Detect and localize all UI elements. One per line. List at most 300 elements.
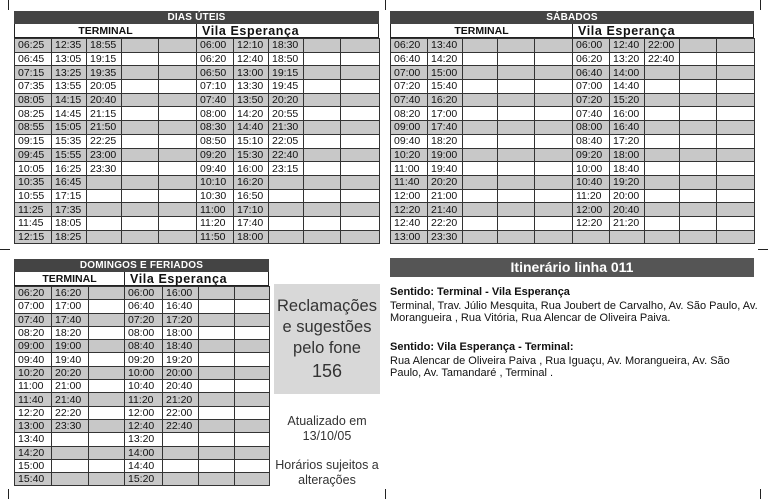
terminal-time-cell: 09:45 <box>15 148 52 162</box>
route-heading: Sentido: Vila Esperança - Terminal: <box>390 341 574 353</box>
vila-time-cell: 13:20 <box>610 52 645 66</box>
vila-time-cell <box>645 230 680 244</box>
terminal-time-cell: 20:40 <box>87 93 122 107</box>
vila-time-cell: 12:00 <box>573 203 610 217</box>
vila-time-cell <box>304 203 341 217</box>
terminal-time-cell: 07:35 <box>15 80 52 94</box>
vila-time-cell <box>717 203 755 217</box>
terminal-time-cell: 19:00 <box>428 148 463 162</box>
vila-time-cell: 18:40 <box>163 340 199 353</box>
vila-time-cell <box>717 52 755 66</box>
vila-time-cell <box>645 216 680 230</box>
terminal-time-cell: 12:35 <box>52 39 87 53</box>
vila-time-cell <box>269 230 304 244</box>
table-row <box>391 93 755 107</box>
terminal-time-cell <box>498 134 535 148</box>
terminal-time-cell: 08:20 <box>15 326 52 339</box>
vila-time-cell <box>680 52 717 66</box>
vila-time-cell <box>269 175 304 189</box>
vila-time-cell <box>680 39 717 53</box>
terminal-time-cell: 06:45 <box>15 52 52 66</box>
vila-time-cell: 08:00 <box>573 121 610 135</box>
vila-time-cell <box>680 66 717 80</box>
table-row <box>391 52 755 66</box>
terminal-time-cell <box>535 66 573 80</box>
vila-time-cell <box>680 134 717 148</box>
vila-time-cell <box>645 134 680 148</box>
vila-time-cell <box>235 313 270 326</box>
terminal-time-cell: 08:25 <box>15 107 52 121</box>
vila-time-cell: 08:00 <box>125 326 163 339</box>
vila-time-cell: 10:40 <box>125 380 163 393</box>
vila-time-cell: 16:40 <box>163 300 199 313</box>
terminal-time-cell <box>535 121 573 135</box>
vila-time-cell: 20:20 <box>269 93 304 107</box>
vila-time-cell: 08:00 <box>197 107 234 121</box>
vila-time-cell <box>341 39 380 53</box>
terminal-time-cell <box>122 52 159 66</box>
terminal-time-cell <box>122 107 159 121</box>
terminal-time-cell <box>498 52 535 66</box>
terminal-time-cell <box>122 203 159 217</box>
vila-time-cell: 17:10 <box>234 203 269 217</box>
vila-time-cell <box>717 175 755 189</box>
terminal-time-cell: 14:20 <box>15 446 52 459</box>
terminal-time-cell <box>463 134 498 148</box>
table-row <box>15 162 380 176</box>
vila-time-cell <box>199 446 235 459</box>
vila-time-cell <box>304 216 341 230</box>
table-row <box>15 419 270 432</box>
vila-time-cell: 20:40 <box>610 203 645 217</box>
terminal-time-cell: 15:40 <box>15 473 52 486</box>
terminal-time-cell <box>159 93 197 107</box>
table-row <box>15 148 380 162</box>
vila-time-cell <box>235 446 270 459</box>
vila-time-cell: 06:00 <box>125 287 163 300</box>
vila-time-cell <box>717 107 755 121</box>
terminal-time-cell <box>498 203 535 217</box>
terminal-time-cell <box>159 203 197 217</box>
terminal-time-cell: 10:55 <box>15 189 52 203</box>
vila-time-cell: 13:50 <box>234 93 269 107</box>
vila-time-cell: 12:40 <box>610 39 645 53</box>
terminal-time-cell <box>122 121 159 135</box>
vila-time-cell <box>163 446 199 459</box>
terminal-time-cell <box>159 162 197 176</box>
vila-time-cell: 17:40 <box>234 216 269 230</box>
terminal-time-cell: 18:20 <box>52 326 89 339</box>
terminal-time-cell: 13:00 <box>15 419 52 432</box>
vila-time-cell: 08:50 <box>197 134 234 148</box>
vila-time-cell: 14:00 <box>610 66 645 80</box>
terminal-time-cell <box>89 326 125 339</box>
vila-time-cell: 08:40 <box>573 134 610 148</box>
vila-time-cell: 15:20 <box>125 473 163 486</box>
vila-time-cell: 10:00 <box>573 162 610 176</box>
terminal-time-cell: 15:55 <box>52 148 87 162</box>
terminal-time-cell: 22:20 <box>52 406 89 419</box>
route-terminal-to-vila <box>390 286 760 325</box>
vila-time-cell <box>341 66 380 80</box>
terminal-time-cell: 19:15 <box>87 52 122 66</box>
terminal-time-cell: 13:00 <box>391 230 428 244</box>
vila-time-cell: 08:40 <box>125 340 163 353</box>
terminal-time-cell: 15:05 <box>52 121 87 135</box>
vila-time-cell: 06:00 <box>197 39 234 53</box>
saturday-rows <box>391 39 755 244</box>
terminal-time-cell: 17:35 <box>52 203 87 217</box>
vila-time-cell <box>717 162 755 176</box>
table-row <box>15 230 380 244</box>
vila-time-cell: 18:40 <box>610 162 645 176</box>
vila-time-cell: 10:10 <box>197 175 234 189</box>
terminal-time-cell: 11:45 <box>15 216 52 230</box>
terminal-time-cell <box>498 121 535 135</box>
terminal-time-cell <box>463 189 498 203</box>
vila-time-cell: 17:20 <box>610 134 645 148</box>
vila-time-cell <box>341 230 380 244</box>
sunday-title: DOMINGOS E FERIADOS <box>14 259 269 272</box>
vila-time-cell <box>717 216 755 230</box>
vila-time-cell <box>235 406 270 419</box>
terminal-time-cell <box>89 313 125 326</box>
vila-time-cell <box>304 80 341 94</box>
terminal-time-cell: 11:40 <box>15 393 52 406</box>
terminal-time-cell: 18:05 <box>52 216 87 230</box>
terminal-time-cell <box>498 175 535 189</box>
terminal-time-cell <box>89 419 125 432</box>
terminal-time-cell: 11:00 <box>15 380 52 393</box>
vila-time-cell: 07:40 <box>197 93 234 107</box>
terminal-time-cell: 18:25 <box>52 230 87 244</box>
terminal-time-cell: 21:00 <box>428 189 463 203</box>
terminal-time-cell <box>463 203 498 217</box>
terminal-time-cell: 09:00 <box>391 121 428 135</box>
vila-time-cell: 10:40 <box>573 175 610 189</box>
vila-time-cell: 18:00 <box>610 148 645 162</box>
terminal-time-cell <box>535 216 573 230</box>
terminal-time-cell <box>159 80 197 94</box>
vila-time-cell <box>341 107 380 121</box>
vila-time-cell: 13:30 <box>234 80 269 94</box>
vila-time-cell: 09:40 <box>197 162 234 176</box>
weekday-title: DIAS ÚTEIS <box>14 11 379 24</box>
terminal-time-cell: 07:40 <box>15 313 52 326</box>
terminal-time-cell: 20:05 <box>87 80 122 94</box>
vila-time-cell <box>235 459 270 472</box>
terminal-time-cell <box>122 216 159 230</box>
vila-time-cell: 12:20 <box>573 216 610 230</box>
terminal-time-cell: 19:40 <box>52 353 89 366</box>
crop-mark <box>8 489 9 499</box>
terminal-time-cell <box>463 52 498 66</box>
vila-time-cell: 12:40 <box>125 419 163 432</box>
vila-time-cell <box>573 230 610 244</box>
vila-time-cell <box>680 121 717 135</box>
terminal-time-cell: 12:15 <box>15 230 52 244</box>
vila-time-cell: 14:40 <box>610 80 645 94</box>
vila-time-cell <box>199 340 235 353</box>
vila-time-cell: 18:50 <box>269 52 304 66</box>
sunday-rows <box>15 287 270 486</box>
table-row <box>15 121 380 135</box>
vila-time-cell <box>341 216 380 230</box>
route-heading: Sentido: Terminal - Vila Esperança <box>390 286 570 298</box>
terminal-time-cell: 13:40 <box>15 433 52 446</box>
vila-time-cell <box>163 459 199 472</box>
vila-time-cell: 11:50 <box>197 230 234 244</box>
vila-time-cell: 21:30 <box>269 121 304 135</box>
vila-time-cell <box>269 216 304 230</box>
vila-label: Vila Esperança <box>202 23 300 38</box>
vila-time-cell: 22:00 <box>163 406 199 419</box>
vila-time-cell <box>717 189 755 203</box>
table-row <box>15 134 380 148</box>
terminal-label: TERMINAL <box>78 24 133 37</box>
vila-time-cell: 16:00 <box>610 107 645 121</box>
terminal-time-cell: 10:05 <box>15 162 52 176</box>
vila-time-cell: 21:20 <box>610 216 645 230</box>
terminal-time-cell: 11:40 <box>391 175 428 189</box>
vila-time-cell: 21:20 <box>163 393 199 406</box>
vila-group <box>125 272 269 286</box>
vila-time-cell: 06:40 <box>125 300 163 313</box>
vila-time-cell: 22:00 <box>645 39 680 53</box>
crop-mark <box>385 489 386 499</box>
terminal-time-cell <box>89 340 125 353</box>
terminal-time-cell <box>122 175 159 189</box>
table-row <box>15 300 270 313</box>
terminal-time-cell <box>498 230 535 244</box>
vila-time-cell <box>199 459 235 472</box>
vila-time-cell <box>235 419 270 432</box>
terminal-time-cell <box>122 80 159 94</box>
vila-time-cell <box>717 39 755 53</box>
vila-time-cell: 22:40 <box>645 52 680 66</box>
terminal-time-cell <box>87 203 122 217</box>
terminal-time-cell: 12:00 <box>391 189 428 203</box>
table-row <box>391 121 755 135</box>
vila-time-cell <box>199 473 235 486</box>
terminal-time-cell: 13:40 <box>428 39 463 53</box>
terminal-time-cell <box>498 148 535 162</box>
vila-time-cell <box>341 203 380 217</box>
terminal-time-cell: 07:40 <box>391 93 428 107</box>
table-row <box>15 107 380 121</box>
vila-time-cell <box>235 300 270 313</box>
terminal-time-cell <box>89 287 125 300</box>
vila-time-cell: 16:00 <box>163 287 199 300</box>
terminal-time-cell: 17:40 <box>428 121 463 135</box>
vila-label: Vila Esperança <box>578 23 676 38</box>
terminal-time-cell <box>89 380 125 393</box>
terminal-time-cell: 12:20 <box>15 406 52 419</box>
terminal-time-cell <box>463 80 498 94</box>
vila-time-cell: 20:00 <box>610 189 645 203</box>
terminal-time-cell: 06:40 <box>391 52 428 66</box>
saturday-group-header <box>390 24 754 38</box>
saturday-title: SÁBADOS <box>390 11 754 24</box>
vila-time-cell: 12:10 <box>234 39 269 53</box>
terminal-time-cell: 17:15 <box>52 189 87 203</box>
vila-time-cell <box>717 134 755 148</box>
vila-time-cell: 09:20 <box>125 353 163 366</box>
terminal-time-cell: 22:20 <box>428 216 463 230</box>
vila-time-cell <box>199 433 235 446</box>
terminal-time-cell <box>89 446 125 459</box>
terminal-time-cell <box>89 459 125 472</box>
terminal-time-cell: 07:00 <box>391 66 428 80</box>
vila-time-cell: 07:20 <box>125 313 163 326</box>
table-row <box>15 380 270 393</box>
terminal-time-cell <box>89 393 125 406</box>
terminal-time-cell <box>159 148 197 162</box>
terminal-time-cell <box>463 107 498 121</box>
vila-time-cell: 22:40 <box>163 419 199 432</box>
vila-time-cell <box>304 52 341 66</box>
vila-time-cell <box>717 93 755 107</box>
terminal-time-cell <box>535 162 573 176</box>
vila-time-cell <box>304 230 341 244</box>
terminal-time-cell <box>89 406 125 419</box>
terminal-time-cell: 06:25 <box>15 39 52 53</box>
crop-mark <box>0 249 10 250</box>
vila-time-cell: 18:00 <box>234 230 269 244</box>
vila-time-cell: 20:00 <box>163 366 199 379</box>
terminal-time-cell <box>122 162 159 176</box>
terminal-time-cell <box>535 39 573 53</box>
table-row <box>15 216 380 230</box>
complaint-line: Reclamações <box>277 297 377 315</box>
vila-time-cell: 07:00 <box>573 80 610 94</box>
vila-time-cell <box>680 216 717 230</box>
terminal-time-cell: 18:20 <box>428 134 463 148</box>
vila-time-cell <box>235 473 270 486</box>
complaint-line: e sugestões <box>282 318 372 336</box>
terminal-time-cell: 13:05 <box>52 52 87 66</box>
vila-time-cell <box>235 380 270 393</box>
terminal-time-cell <box>122 134 159 148</box>
terminal-time-cell <box>89 366 125 379</box>
vila-time-cell <box>199 313 235 326</box>
terminal-time-cell: 09:15 <box>15 134 52 148</box>
terminal-time-cell: 14:15 <box>52 93 87 107</box>
saturday-schedule-panel <box>390 11 754 244</box>
terminal-time-cell <box>159 134 197 148</box>
vila-time-cell <box>680 189 717 203</box>
vila-time-cell: 11:20 <box>573 189 610 203</box>
table-row <box>15 459 270 472</box>
terminal-time-cell <box>159 189 197 203</box>
vila-time-cell <box>645 148 680 162</box>
terminal-time-cell <box>159 107 197 121</box>
vila-time-cell: 07:10 <box>197 80 234 94</box>
terminal-time-cell <box>535 148 573 162</box>
vila-time-cell <box>269 203 304 217</box>
terminal-time-cell: 15:35 <box>52 134 87 148</box>
vila-time-cell: 07:20 <box>573 93 610 107</box>
updated-date: 13/10/05 <box>302 429 352 443</box>
vila-time-cell <box>235 393 270 406</box>
vila-time-cell <box>341 121 380 135</box>
terminal-time-cell: 12:40 <box>391 216 428 230</box>
vila-time-cell <box>163 433 199 446</box>
table-row <box>391 39 755 53</box>
vila-time-cell: 19:15 <box>269 66 304 80</box>
vila-time-cell <box>645 107 680 121</box>
terminal-time-cell <box>535 107 573 121</box>
terminal-time-cell: 23:00 <box>87 148 122 162</box>
terminal-time-cell: 17:00 <box>428 107 463 121</box>
terminal-time-cell <box>122 230 159 244</box>
vila-time-cell <box>304 39 341 53</box>
terminal-time-cell: 06:20 <box>391 39 428 53</box>
vila-time-cell: 19:20 <box>610 175 645 189</box>
vila-time-cell <box>235 340 270 353</box>
terminal-time-cell <box>87 216 122 230</box>
terminal-time-cell <box>52 459 89 472</box>
table-row <box>391 216 755 230</box>
terminal-label: TERMINAL <box>454 24 509 37</box>
terminal-time-cell: 18:55 <box>87 39 122 53</box>
vila-time-cell <box>199 380 235 393</box>
table-row <box>15 473 270 486</box>
vila-time-cell <box>304 189 341 203</box>
vila-time-cell <box>645 189 680 203</box>
terminal-time-cell <box>52 473 89 486</box>
table-row <box>391 80 755 94</box>
vila-time-cell <box>645 93 680 107</box>
vila-time-cell: 14:40 <box>234 121 269 135</box>
route-text: Rua Alencar de Oliveira Paiva , Rua Iguaçu, Av. Morangueira, Av. São Paulo, Av. Tamandaré , Terminal . <box>390 354 730 379</box>
vila-time-cell <box>269 189 304 203</box>
vila-time-cell <box>341 52 380 66</box>
vila-time-cell <box>341 93 380 107</box>
terminal-time-cell: 14:45 <box>52 107 87 121</box>
terminal-time-cell: 16:20 <box>52 287 89 300</box>
vila-time-cell <box>717 121 755 135</box>
table-row <box>15 189 380 203</box>
vila-time-cell: 07:40 <box>573 107 610 121</box>
vila-time-cell <box>341 175 380 189</box>
route-text: Terminal, Trav. Júlio Mesquita, Rua Joubert de Carvalho, Av. São Paulo, Av. Morangueira , Rua Vitória, Rua Alencar de Oliveira Paiva. <box>390 299 758 324</box>
table-row <box>15 340 270 353</box>
vila-time-cell: 10:30 <box>197 189 234 203</box>
vila-time-cell <box>304 93 341 107</box>
terminal-time-cell: 15:00 <box>428 66 463 80</box>
vila-time-cell <box>199 287 235 300</box>
terminal-time-cell: 08:20 <box>391 107 428 121</box>
crop-mark <box>760 0 761 10</box>
table-row <box>15 353 270 366</box>
table-row <box>391 107 755 121</box>
vila-time-cell <box>199 366 235 379</box>
disclaimer-note <box>268 458 386 488</box>
terminal-time-cell: 11:25 <box>15 203 52 217</box>
terminal-group <box>391 24 573 38</box>
terminal-time-cell <box>122 66 159 80</box>
vila-time-cell: 11:00 <box>197 203 234 217</box>
vila-time-cell: 13:00 <box>234 66 269 80</box>
terminal-time-cell <box>535 93 573 107</box>
terminal-time-cell <box>463 121 498 135</box>
terminal-time-cell: 17:40 <box>52 313 89 326</box>
table-row <box>15 313 270 326</box>
table-row <box>391 203 755 217</box>
terminal-time-cell: 16:45 <box>52 175 87 189</box>
vila-time-cell: 16:20 <box>234 175 269 189</box>
